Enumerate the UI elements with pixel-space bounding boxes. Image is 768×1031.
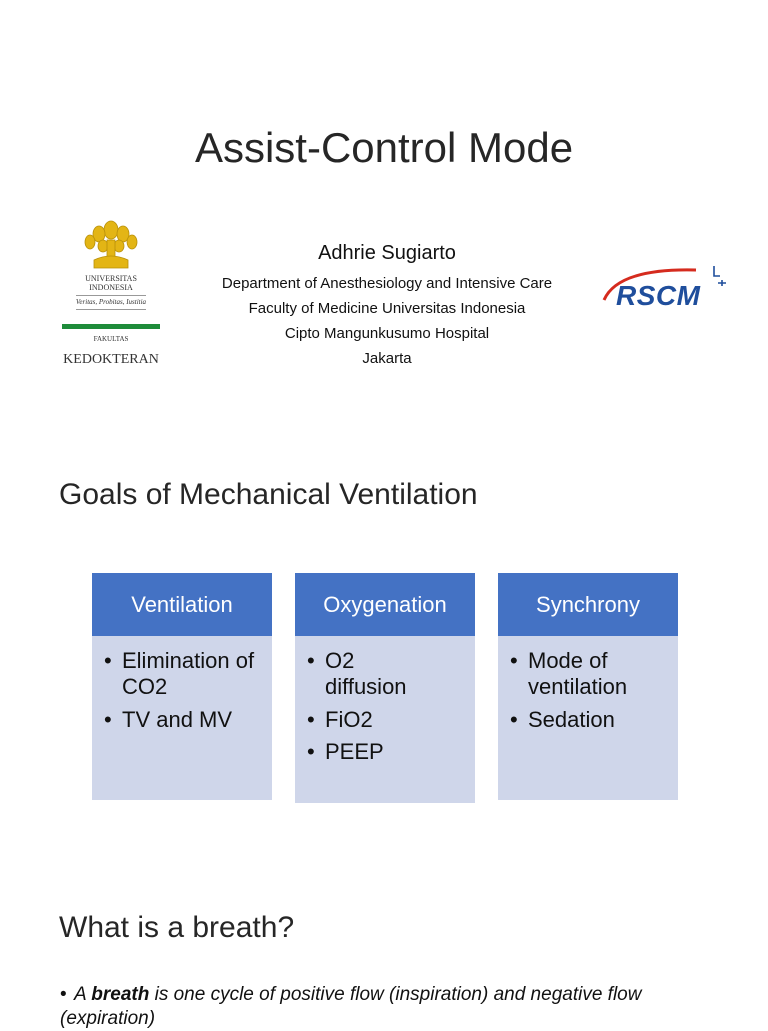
makara-emblem-icon	[58, 212, 164, 274]
ui-logo-green-bar	[62, 324, 160, 329]
slide-title: Assist-Control Mode	[194, 124, 574, 171]
affiliation-city: Jakarta	[362, 350, 412, 367]
ui-logo-name: UNIVERSITAS INDONESIA	[85, 274, 137, 292]
card-ventilation-body	[92, 636, 272, 800]
rscm-logo	[598, 262, 738, 322]
goals-heading: Goals of Mechanical Ventilation	[59, 478, 478, 511]
list-item: • Elimination of CO2	[104, 648, 262, 701]
card-synchrony	[498, 573, 678, 800]
card-synchrony-body	[498, 636, 678, 800]
bullet-icon: •	[60, 984, 67, 1005]
affiliation-department: Department of Anesthesiology and Intensive Care	[221, 275, 553, 292]
affiliation-hospital: Cipto Mangunkusumo Hospital	[284, 325, 490, 342]
ui-logo-fakultas: FAKULTAS	[93, 335, 129, 343]
ui-logo-kedokteran: KEDOKTERAN	[63, 352, 159, 367]
card-ventilation-header: Ventilation	[92, 573, 272, 636]
card-oxygenation	[295, 573, 475, 803]
breath-definition	[60, 983, 720, 1031]
universitas-indonesia-logo	[58, 212, 164, 372]
breath-heading: What is a breath?	[59, 911, 295, 944]
card-synchrony-header: Synchrony	[498, 573, 678, 636]
ui-logo-motto: Veritas, Probitas, Iustitia	[75, 298, 147, 306]
breath-definition-post: is one cycle of positive flow (inspiration) and negative flow (expiration)	[60, 984, 642, 1029]
breath-definition-bold: breath	[91, 984, 150, 1005]
card-oxygenation-body	[295, 636, 475, 803]
list-item: • TV and MV	[104, 707, 262, 733]
card-ventilation	[92, 573, 272, 800]
rscm-logo-text: RSCM	[616, 280, 701, 311]
author-name: Adhrie Sugiarto	[318, 242, 456, 264]
list-item: • Sedation	[510, 707, 668, 733]
affiliation-faculty: Faculty of Medicine Universitas Indonesia	[248, 300, 526, 317]
breath-definition-pre: A	[74, 984, 92, 1005]
list-item: • PEEP	[307, 739, 459, 765]
list-item: • FiO2	[307, 707, 459, 733]
card-oxygenation-header: Oxygenation	[295, 573, 475, 636]
list-item: • Mode of ventilation	[510, 648, 668, 701]
list-item: • O2 diffusion	[307, 648, 415, 701]
